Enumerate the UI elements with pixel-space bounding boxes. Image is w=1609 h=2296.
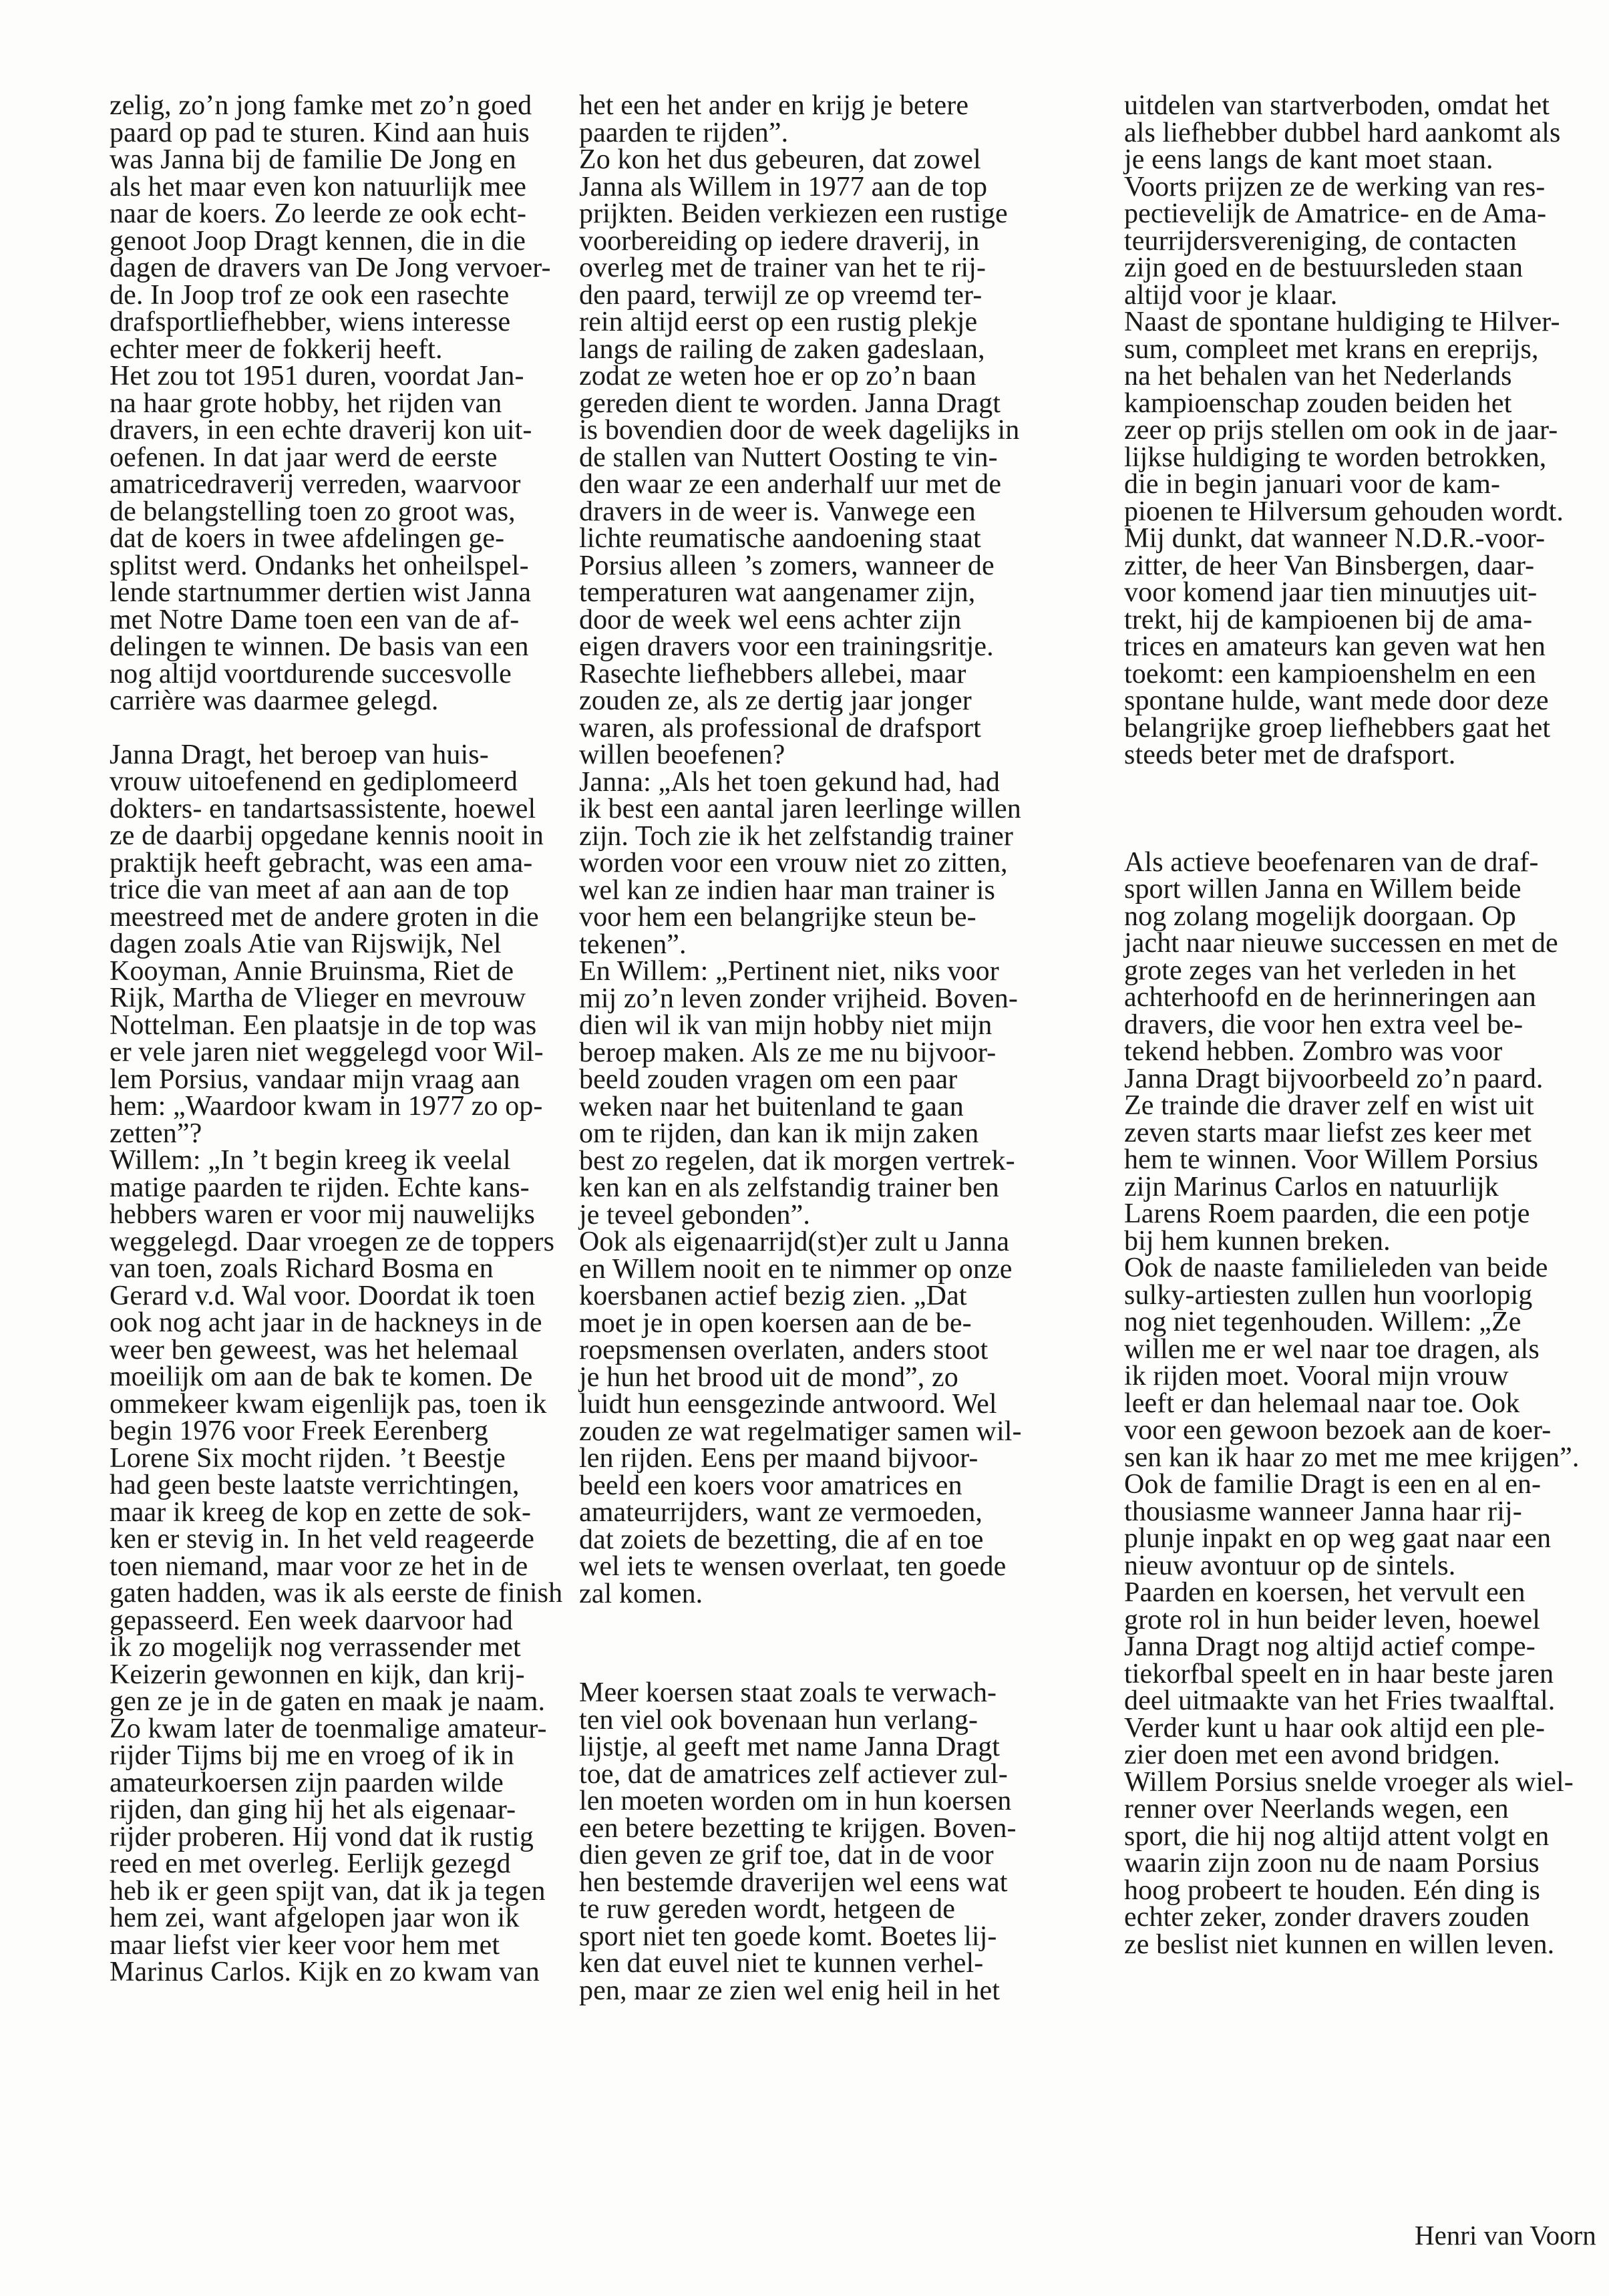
text-line: was Janna bij de familie De Jong en	[110, 144, 516, 175]
text-line: moet je in open koersen aan de be-	[579, 1307, 972, 1339]
text-line: len moeten worden om in hun koersen	[579, 1786, 1012, 1816]
text-line: weggelegd. Daar vroegen ze de toppers	[110, 1226, 555, 1257]
text-line: het een het ander en krijg je betere	[579, 90, 969, 121]
text-line: is bovendien door de week dagelijks in	[579, 415, 1020, 446]
author-signature: Henri van Voorn	[1415, 2220, 1596, 2251]
text-line: van toen, zoals Richard Bosma en	[110, 1253, 494, 1284]
text-line: echter zeker, zonder dravers zouden	[1124, 1902, 1530, 1933]
text-line: altijd voor je klaar.	[1124, 279, 1338, 311]
text-line: dokters- en tandartsassistente, hoewel	[110, 793, 536, 824]
text-line: worden voor een vrouw niet zo zitten,	[579, 848, 1008, 878]
text-line: Janna Dragt, het beroep van huis-	[110, 739, 489, 770]
text-line: ik rijden moet. Vooral mijn vrouw	[1124, 1361, 1509, 1391]
text-line: hoog probeert te houden. Eén ding is	[1124, 1874, 1540, 1906]
text-line: nog niet tegenhouden. Willem: „Ze	[1124, 1307, 1522, 1337]
text-line: leeft er dan helemaal naar toe. Ook	[1124, 1387, 1520, 1419]
text-line: roepsmensen overlaten, anders stoot	[579, 1335, 989, 1365]
text-line: wel iets te wensen overlaat, ten goede	[579, 1551, 1007, 1582]
text-line: toekomt: een kampioenshelm en een	[1124, 658, 1536, 689]
text-line: zeven starts maar liefst zes keer met	[1124, 1117, 1532, 1148]
text-line: teurrijdersvereniging, de contacten	[1124, 225, 1517, 257]
text-line: Larens Roem paarden, die een potje	[1124, 1198, 1530, 1229]
text-line: voorbereiding op iedere draverij, in	[579, 225, 980, 257]
text-line: Willem Porsius snelde vroeger als wiel-	[1124, 1766, 1574, 1798]
text-line: gepasseerd. Een week daarvoor had	[110, 1605, 513, 1636]
paragraph-gap	[1124, 769, 1609, 849]
paragraph-gap	[110, 715, 550, 742]
text-line: willen beoefenen?	[579, 740, 785, 770]
text-line: drafsportliefhebber, wiens interesse	[110, 307, 511, 337]
text-line: trices en amateurs kan geven wat hen	[1124, 631, 1546, 662]
text-line: die in begin januari voor de kam-	[1124, 469, 1501, 500]
text-line: sen kan ik haar zo met me mee krijgen”.	[1124, 1442, 1580, 1473]
text-line: prijkten. Beiden verkiezen een rustige	[579, 198, 1008, 229]
text-line: begin 1976 voor Freek Eerenberg	[110, 1416, 488, 1446]
text-line: moeilijk om aan de bak te komen. De	[110, 1361, 533, 1392]
text-line: ik zo mogelijk nog verrassender met	[110, 1632, 521, 1663]
text-line: toe, dat de amatrices zelf actiever zul-	[579, 1758, 1008, 1790]
text-line: dravers, in een echte draverij kon uit-	[110, 415, 532, 446]
text-line: delingen te winnen. De basis van een	[110, 631, 529, 662]
text-line: willen me er wel naar toe dragen, als	[1124, 1333, 1540, 1365]
text-line: Janna als Willem in 1977 aan de top	[579, 171, 988, 202]
text-line: langs de railing de zaken gadeslaan,	[579, 333, 985, 365]
text-line: ten viel ook bovenaan hun verlang-	[579, 1704, 978, 1736]
text-line: mij zo’n leven zonder vrijheid. Boven-	[579, 983, 1018, 1014]
text-line: weken naar het buitenland te gaan	[579, 1091, 964, 1122]
paragraph-gap	[579, 1607, 1073, 1679]
text-line: dagen de dravers van De Jong vervoer-	[110, 253, 551, 283]
text-line: toen niemand, maar voor ze het in de	[110, 1550, 528, 1582]
text-line: lijstje, al geeft met name Janna Dragt	[579, 1732, 1001, 1762]
text-line: grote zeges van het verleden in het	[1124, 955, 1516, 986]
text-line: Marinus Carlos. Kijk en zo kwam van	[110, 1957, 540, 1987]
text-line: voor komend jaar tien minuutjes uit-	[1124, 577, 1538, 608]
text-line: Ook de naaste familieleden van beide	[1124, 1253, 1548, 1283]
text-line: rijder Tijms bij me en vroeg of ik in	[110, 1740, 514, 1771]
text-line: rijden, dan ging hij het als eigenaar-	[110, 1794, 516, 1825]
text-line: nog altijd voortdurende succesvolle	[110, 658, 512, 689]
text-line: zijn goed en de bestuursleden staan	[1124, 253, 1524, 283]
text-line: na haar grote hobby, het rijden van	[110, 387, 502, 419]
text-line: sum, compleet met krans en ereprijs,	[1124, 333, 1539, 365]
text-line: praktijk heeft gebracht, was een ama-	[110, 847, 533, 878]
text-line: kampioenschap zouden beiden het	[1124, 387, 1512, 419]
text-line: temperaturen wat aangenamer zijn,	[579, 577, 976, 608]
text-line: Porsius alleen ’s zomers, wanneer de	[579, 550, 995, 581]
text-line: dat de koers in twee afdelingen ge-	[110, 523, 505, 554]
text-line: pen, maar ze zien wel enig heil in het	[579, 1975, 1001, 2006]
text-line: Voorts prijzen ze de werking van res-	[1124, 171, 1546, 202]
text-line: Kooyman, Annie Bruinsma, Riet de	[110, 955, 514, 987]
text-line: den waar ze een anderhalf uur met de	[579, 469, 1002, 500]
text-line: sulky-artiesten zullen hun voorlopig	[1124, 1279, 1533, 1311]
text-line: Verder kunt u haar ook altijd een ple-	[1124, 1712, 1546, 1744]
text-line: sport, die hij nog altijd attent volgt en	[1124, 1820, 1550, 1852]
text-line: zitter, de heer Van Binsbergen, daar-	[1124, 550, 1535, 581]
text-line: beeld zouden vragen om een paar	[579, 1064, 958, 1095]
text-line: je teveel gebonden”.	[579, 1199, 810, 1231]
text-line: nieuw avontuur op de sintels.	[1124, 1550, 1456, 1581]
text-line: de. In Joop trof ze ook een rasechte	[110, 279, 510, 311]
text-line: Janna Dragt nog altijd actief compe-	[1124, 1631, 1536, 1662]
text-line: ze beslist niet kunnen en willen leven.	[1124, 1929, 1555, 1960]
text-line: voor hem een belangrijke steun be-	[579, 902, 976, 933]
text-line: ook nog acht jaar in de hackneys in de	[110, 1307, 542, 1338]
text-line: Paarden en koersen, het vervult een	[1124, 1577, 1526, 1608]
text-line: spontane hulde, want mede door deze	[1124, 685, 1549, 716]
text-line: Mij dunkt, dat wanneer N.D.R.-voor-	[1124, 523, 1546, 554]
text-line: dagen zoals Atie van Rijswijk, Nel	[110, 929, 502, 959]
text-line: splitst werd. Ondanks het onheilspel-	[110, 550, 529, 581]
text-column-1	[110, 90, 563, 1987]
text-line: matige paarden te rijden. Echte kans-	[110, 1172, 530, 1203]
text-line: Ook als eigenaarrijd(st)er zult u Janna	[579, 1226, 1010, 1257]
text-line: trice die van meet af aan aan de top	[110, 874, 510, 905]
text-line: zetten”?	[110, 1118, 202, 1149]
text-line: de belangstelling toen zo groot was,	[110, 496, 516, 527]
text-line: gaten hadden, was ik als eerste de finish	[110, 1578, 563, 1609]
text-line: om te rijden, dan kan ik mijn zaken	[579, 1118, 979, 1149]
text-line: lijkse huldiging te worden betrokken,	[1124, 442, 1547, 473]
text-line: ken kan en als zelfstandig trainer ben	[579, 1172, 999, 1203]
text-line: Nottelman. Een plaatsje in de top was	[110, 1009, 537, 1041]
text-line: Rasechte liefhebbers allebei, maar	[579, 658, 966, 689]
text-line: Willem: „In ’t begin kreeg ik veelal	[110, 1145, 511, 1176]
text-line: best zo regelen, dat ik morgen vertrek-	[579, 1145, 1015, 1176]
text-line: zier doen met een avond bridgen.	[1124, 1740, 1500, 1770]
text-line: ken er stevig in. In het veld reageerde	[110, 1524, 534, 1554]
text-line: Janna Dragt bijvoorbeeld zo’n paard.	[1124, 1063, 1544, 1094]
text-line: Lorene Six mocht rijden. ’t Beestje	[110, 1442, 506, 1474]
text-line: voor een gewoon bezoek aan de koer-	[1124, 1415, 1552, 1446]
text-line: thousiasme wanneer Janna haar rij-	[1124, 1496, 1522, 1527]
text-line: na het behalen van het Nederlands	[1124, 361, 1512, 391]
text-line: hem zei, want afgelopen jaar won ik	[110, 1903, 520, 1933]
text-line: had geen beste laatste verrichtingen,	[110, 1470, 520, 1500]
text-column-2	[579, 92, 1073, 2004]
text-line: eigen dravers voor een trainingsritje.	[579, 631, 994, 662]
text-line: jacht naar nieuwe successen en met de	[1124, 928, 1558, 959]
text-line: Keizerin gewonnen en kijk, dan krij-	[110, 1659, 525, 1690]
text-line: steeds beter met de drafsport.	[1124, 740, 1456, 770]
text-line: paarden te rijden”.	[579, 117, 789, 148]
text-line: Ook de familie Dragt is een en al en-	[1124, 1469, 1542, 1500]
text-line: Zo kwam later de toenmalige amateur-	[110, 1713, 547, 1744]
text-line: zouden ze wat regelmatiger samen wil-	[579, 1416, 1022, 1447]
text-line: zeer op prijs stellen om ook in de jaar-	[1124, 415, 1558, 446]
text-line: echter meer de fokkerij heeft.	[110, 333, 443, 365]
text-line: te ruw gereden wordt, hetgeen de	[579, 1894, 955, 1925]
text-line: amateurkoersen zijn paarden wilde	[110, 1767, 504, 1798]
text-line: waren, als professional de drafsport	[579, 712, 981, 744]
text-line: En Willem: „Pertinent niet, niks voor	[579, 956, 999, 987]
text-line: pectievelijk de Amatrice- en de Ama-	[1124, 198, 1547, 229]
text-line: met Notre Dame toen een van de af-	[110, 604, 520, 635]
text-line: tekenen”.	[579, 929, 687, 960]
text-line: zijn Marinus Carlos en natuurlijk	[1124, 1171, 1499, 1202]
text-line: hem: „Waardoor kwam in 1977 zo op-	[110, 1091, 543, 1122]
text-line: waarin zijn zoon nu de naam Porsius	[1124, 1848, 1540, 1878]
text-line: grote rol in hun beider leven, hoewel	[1124, 1604, 1540, 1635]
text-line: deel uitmaakte van het Fries twaalftal.	[1124, 1685, 1556, 1716]
text-line: hem te winnen. Voor Willem Porsius	[1124, 1144, 1539, 1175]
text-line: amateurrijders, want ze vermoeden,	[579, 1497, 982, 1528]
text-line: Meer koersen staat zoals te verwach-	[579, 1677, 997, 1708]
text-line: dravers in de weer is. Vanwege een	[579, 496, 976, 527]
text-line: zal komen.	[579, 1578, 703, 1609]
text-line: renner over Neerlands wegen, een	[1124, 1794, 1509, 1824]
text-line: Zo kon het dus gebeuren, dat zowel	[579, 144, 981, 175]
text-line: den paard, terwijl ze op vreemd ter-	[579, 279, 982, 311]
text-line: bij hem kunnen breken.	[1124, 1225, 1391, 1257]
text-line: tekend hebben. Zombro was voor	[1124, 1036, 1503, 1067]
text-line: als liefhebber dubbel hard aankomt als	[1124, 117, 1561, 148]
text-line: lem Porsius, vandaar mijn vraag aan	[110, 1063, 520, 1095]
text-line: carrière was daarmee gelegd.	[110, 685, 439, 716]
text-line: een betere bezetting te krijgen. Boven-	[579, 1812, 1017, 1844]
text-line: rijder proberen. Hij vond dat ik rustig	[110, 1821, 534, 1852]
text-line: Janna: „Als het toen gekund had, had	[579, 766, 1000, 798]
text-line: hen bestemde draverijen wel eens wat	[579, 1866, 1008, 1898]
text-line: en Willem nooit en te nimmer op onze	[579, 1253, 1013, 1285]
text-line: als het maar even kon natuurlijk mee	[110, 171, 527, 202]
text-line: lichte reumatische aandoening staat	[579, 523, 981, 554]
text-line: je hun het brood uit de mond”, zo	[579, 1361, 958, 1393]
text-line: genoot Joop Dragt kennen, die in die	[110, 225, 526, 257]
text-line: meestreed met de andere groten in die	[110, 901, 539, 933]
text-line: de stallen van Nuttert Oosting te vin-	[579, 442, 998, 473]
text-line: gereden dient te worden. Janna Dragt	[579, 387, 1001, 419]
text-line: er vele jaren niet weggelegd voor Wil-	[110, 1037, 544, 1068]
text-line: dien geven ze grif toe, dat in de voor	[579, 1840, 994, 1870]
text-line: dravers, die voor hen extra veel be-	[1124, 1009, 1524, 1040]
text-line: beeld een koers voor amatrices en	[579, 1470, 962, 1501]
text-line: maar liefst vier keer voor hem met	[110, 1929, 500, 1961]
text-line: len rijden. Eens per maand bijvoor-	[579, 1443, 978, 1474]
text-line: zijn. Toch zie ik het zelfstandig trainer	[579, 820, 1013, 852]
text-line: Het zou tot 1951 duren, voordat Jan-	[110, 361, 524, 391]
text-line: Ze trainde die draver zelf en wist uit	[1124, 1090, 1534, 1121]
text-column-3	[1124, 92, 1609, 1958]
text-line: ik best een aantal jaren leerlinge willen	[579, 794, 1021, 824]
text-line: lende startnummer dertien wist Janna	[110, 577, 532, 608]
text-line: maar ik kreeg de kop en zette de sok-	[110, 1496, 532, 1528]
text-line: zodat ze weten hoe er op zo’n baan	[579, 361, 976, 391]
text-line: Gerard v.d. Wal voor. Doordat ik toen	[110, 1280, 536, 1311]
text-line: plunje inpakt en op weg gaat naar een	[1124, 1523, 1552, 1554]
text-line: luidt hun eensgezinde antwoord. Wel	[579, 1389, 997, 1420]
text-line: trekt, hij de kampioenen bij de ama-	[1124, 604, 1533, 635]
text-line: vrouw uitoefenend en gediplomeerd	[110, 766, 518, 797]
text-line: belangrijke groep liefhebbers gaat het	[1124, 712, 1551, 744]
text-line: Rijk, Martha de Vlieger en mevrouw	[110, 983, 526, 1013]
text-line: koersbanen actief bezig zien. „Dat	[579, 1281, 967, 1311]
text-line: dien wil ik van mijn hobby niet mijn	[579, 1010, 993, 1041]
text-line: naar de koers. Zo leerde ze ook echt-	[110, 198, 527, 229]
text-line: Als actieve beoefenaren van de draf-	[1124, 846, 1539, 878]
text-line: sport willen Janna en Willem beide	[1124, 874, 1522, 905]
text-line: door de week wel eens achter zijn	[579, 604, 962, 635]
text-line: sport niet ten goede komt. Boetes lij-	[579, 1921, 997, 1952]
text-line: reed en met overleg. Eerlijk gezegd	[110, 1848, 511, 1879]
text-line: pioenen te Hilversum gehouden wordt.	[1124, 496, 1564, 527]
text-line: achterhoofd en de herinneringen aan	[1124, 982, 1536, 1013]
text-line: zouden ze, als ze dertig jaar jonger	[579, 685, 972, 716]
text-line: overleg met de trainer van het te rij-	[579, 253, 987, 283]
text-line: paard op pad te sturen. Kind aan huis	[110, 117, 530, 148]
text-line: gen ze je in de gaten en maak je naam.	[110, 1686, 546, 1717]
text-line: beroep maken. Als ze me nu bijvoor-	[579, 1037, 997, 1068]
text-line: hebbers waren er voor mij nauwelijks	[110, 1199, 535, 1230]
text-line: nog zolang mogelijk doorgaan. Op	[1124, 900, 1516, 932]
text-line: heb ik er geen spijt van, dat ik ja tegen	[110, 1875, 546, 1907]
text-line: dat zoiets de bezetting, die af en toe	[579, 1524, 984, 1555]
text-line: ommekeer kwam eigenlijk pas, toen ik	[110, 1388, 547, 1420]
text-line: oefenen. In dat jaar werd de eerste	[110, 442, 498, 473]
text-line: zelig, zo’n jong famke met zo’n goed	[110, 90, 532, 121]
text-line: ze de daarbij opgedane kennis nooit in	[110, 820, 544, 851]
text-line: tiekorfbal speelt en in haar beste jaren	[1124, 1658, 1554, 1689]
text-line: je eens langs de kant moet staan.	[1124, 144, 1493, 175]
text-line: rein altijd eerst op een rustig plekje	[579, 307, 978, 337]
text-line: wel kan ze indien haar man trainer is	[579, 874, 995, 906]
text-line: uitdelen van startverboden, omdat het	[1124, 90, 1550, 121]
text-line: ken dat euvel niet te kunnen verhel-	[579, 1948, 984, 1979]
text-line: weer ben geweest, was het helemaal	[110, 1334, 519, 1365]
text-line: Naast de spontane huldiging te Hilver-	[1124, 307, 1560, 337]
text-line: amatricedraverij verreden, waarvoor	[110, 469, 521, 500]
